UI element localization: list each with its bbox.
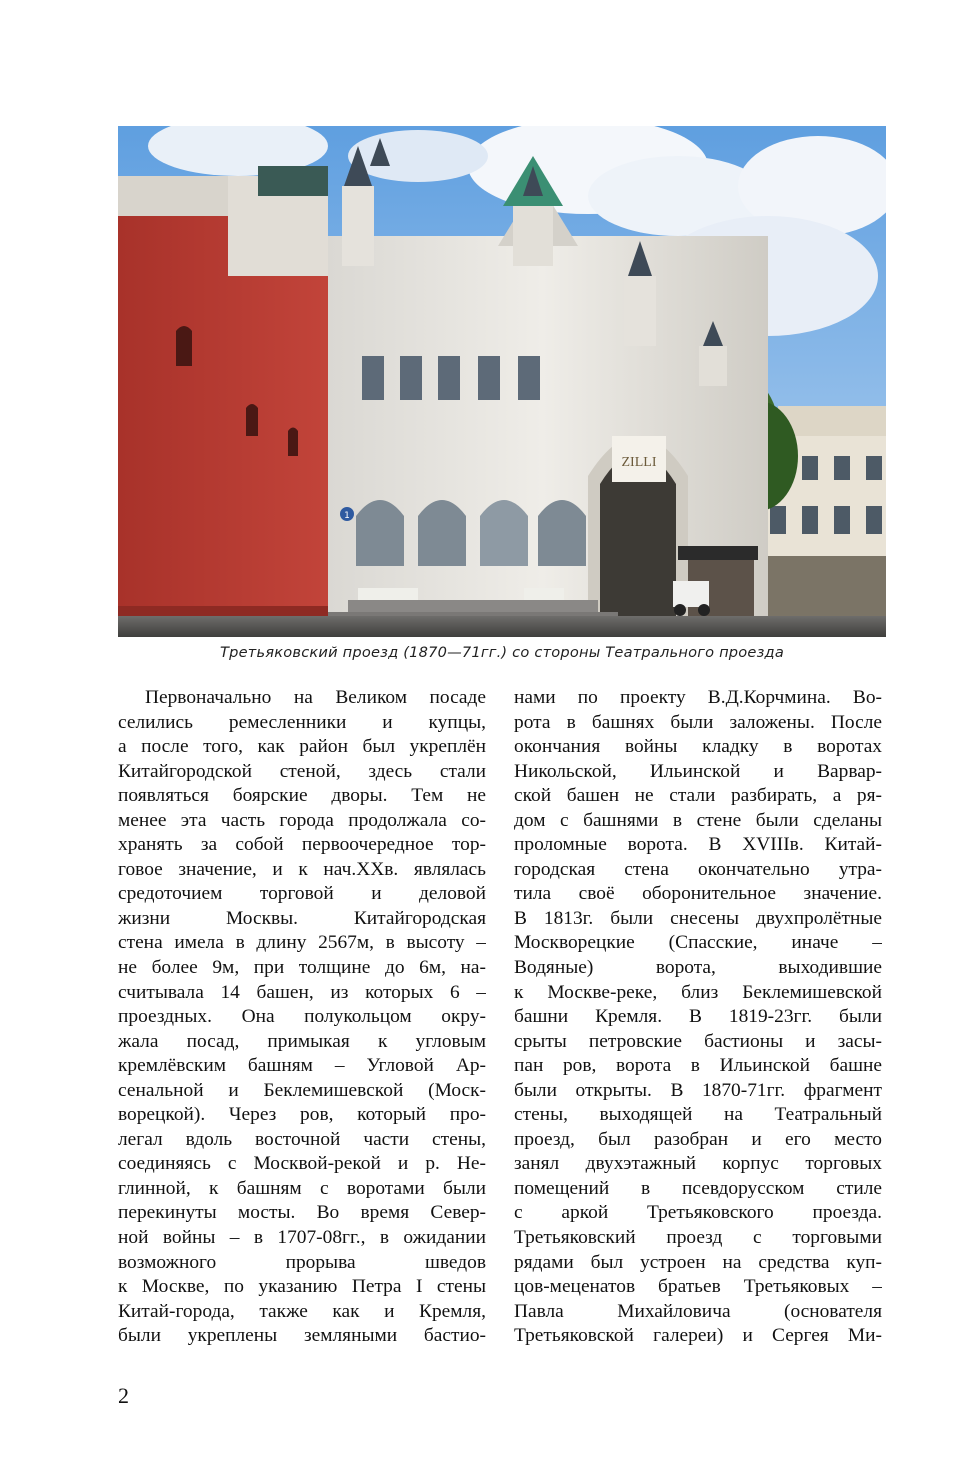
- text-line: хранять за собой первоочередное тор-: [118, 834, 486, 856]
- street-photo: [118, 126, 886, 637]
- text-line: рота в башнях были заложены. После: [514, 711, 882, 733]
- text-line: возможного прорыва шведов: [118, 1251, 486, 1273]
- page-number: 2: [118, 1383, 129, 1408]
- text-column-right: [514, 686, 882, 1349]
- text-line: Китай-города, также как и Кремля,: [118, 1300, 486, 1322]
- text-line: проездных. Она полукольцом окру-: [118, 1006, 486, 1028]
- text-line: ской башен не стали разбирать, а ря-: [514, 785, 882, 807]
- kremlin-wall: [118, 166, 328, 616]
- text-line: В 1813г. были снесены двухпролётные: [514, 907, 882, 929]
- text-line: тила своё оборонительное значение.: [514, 883, 882, 905]
- facade-sign: ZILLI: [621, 455, 657, 470]
- text-line: помещений в псевдорусском стиле: [514, 1177, 882, 1199]
- text-line: жала посад, примыкая к угловым: [118, 1030, 486, 1052]
- text-line: Павла Михайловича (основателя: [514, 1300, 882, 1322]
- text-line: говое значение, и к нач.XXв. являлась: [118, 858, 486, 880]
- photo-caption: Третьяковский проезд (1870—71гг.) со стороны Театрального проезда: [220, 644, 784, 661]
- text-line: Москворецкие (Спасские, иначе –: [514, 932, 882, 954]
- text-line: с аркой Третьяковского проезда.: [514, 1202, 882, 1224]
- house-number-plate: 1: [344, 511, 350, 521]
- text-line: а после того, как район был укреплён: [118, 736, 486, 758]
- text-line: сенальной и Беклемишевской (Моск-: [118, 1079, 486, 1101]
- text-line: ворецкой). Через ров, который про-: [118, 1104, 486, 1126]
- text-line: окончания войны кладку в воротах: [514, 736, 882, 758]
- text-line: глинной, к башням с воротами были: [118, 1177, 486, 1199]
- text-line: к Москве, по указанию Петра I стены: [118, 1276, 486, 1298]
- text-line: рядами был устроен на средства куп-: [514, 1251, 882, 1273]
- text-line: дом с башнями в стене были сделаны: [514, 809, 882, 831]
- text-line: занял двухэтажный корпус торговых: [514, 1153, 882, 1175]
- text-line: легал вдоль восточной части стены,: [118, 1128, 486, 1150]
- text-line: считывала 14 башен, из которых 6 –: [118, 981, 486, 1003]
- text-line: менее эта часть города продолжала со-: [118, 809, 486, 831]
- text-line: проломные ворота. В XVIIIв. Китай-: [514, 834, 882, 856]
- text-line: Китайгородской стеной, здесь стали: [118, 760, 486, 782]
- text-line: селились ремесленники и купцы,: [118, 711, 486, 733]
- text-line: появляться боярские дворы. Тем не: [118, 785, 486, 807]
- text-line: цов-меценатов братьев Третьяковых –: [514, 1276, 882, 1298]
- text-line: проезд, был разобран и его место: [514, 1128, 882, 1150]
- text-line: Первоначально на Великом посаде: [145, 687, 486, 708]
- text-line: стены, выходящей на Театральный: [514, 1104, 882, 1126]
- text-column-left: [118, 686, 486, 1349]
- text-line: городская стена окончательно утра-: [514, 858, 882, 880]
- text-line: Водяные) ворота, выходившие: [514, 957, 882, 979]
- text-line: не более 9м, при толщине до 6м, на-: [118, 957, 486, 979]
- text-line: Третьяковский проезд с торговыми: [514, 1227, 882, 1249]
- text-line: нами по проекту В.Д.Корчмина. Во-: [514, 687, 882, 708]
- text-line: кремлёвским башням – Угловой Ар-: [118, 1055, 486, 1077]
- text-line: Третьяковской галереи) и Сергея Ми-: [514, 1325, 882, 1347]
- text-line: ной войны – в 1707-08гг., в ожидании: [118, 1227, 486, 1249]
- text-line: к Москве-реке, близ Беклемишевской: [514, 981, 882, 1003]
- text-line: Никольской, Ильинской и Варвар-: [514, 760, 882, 782]
- text-line: были укреплены земляными бастио-: [118, 1325, 486, 1347]
- text-line: пан ров, ворота в Ильинской башне: [514, 1055, 882, 1077]
- text-line: срыты петровские бастионы и засы-: [514, 1030, 882, 1052]
- text-line: башни Кремля. В 1819-23гг. были: [514, 1006, 882, 1028]
- text-line: стена имела в длину 2567м, в высоту –: [118, 932, 486, 954]
- text-line: средоточием торговой и деловой: [118, 883, 486, 905]
- text-line: жизни Москвы. Китайгородская: [118, 907, 486, 929]
- text-line: были открыты. В 1870-71гг. фрагмент: [514, 1079, 882, 1101]
- text-line: соединяясь с Москвой-рекой и р. Не-: [118, 1153, 486, 1175]
- text-line: перекинуты мосты. Во время Север-: [118, 1202, 486, 1224]
